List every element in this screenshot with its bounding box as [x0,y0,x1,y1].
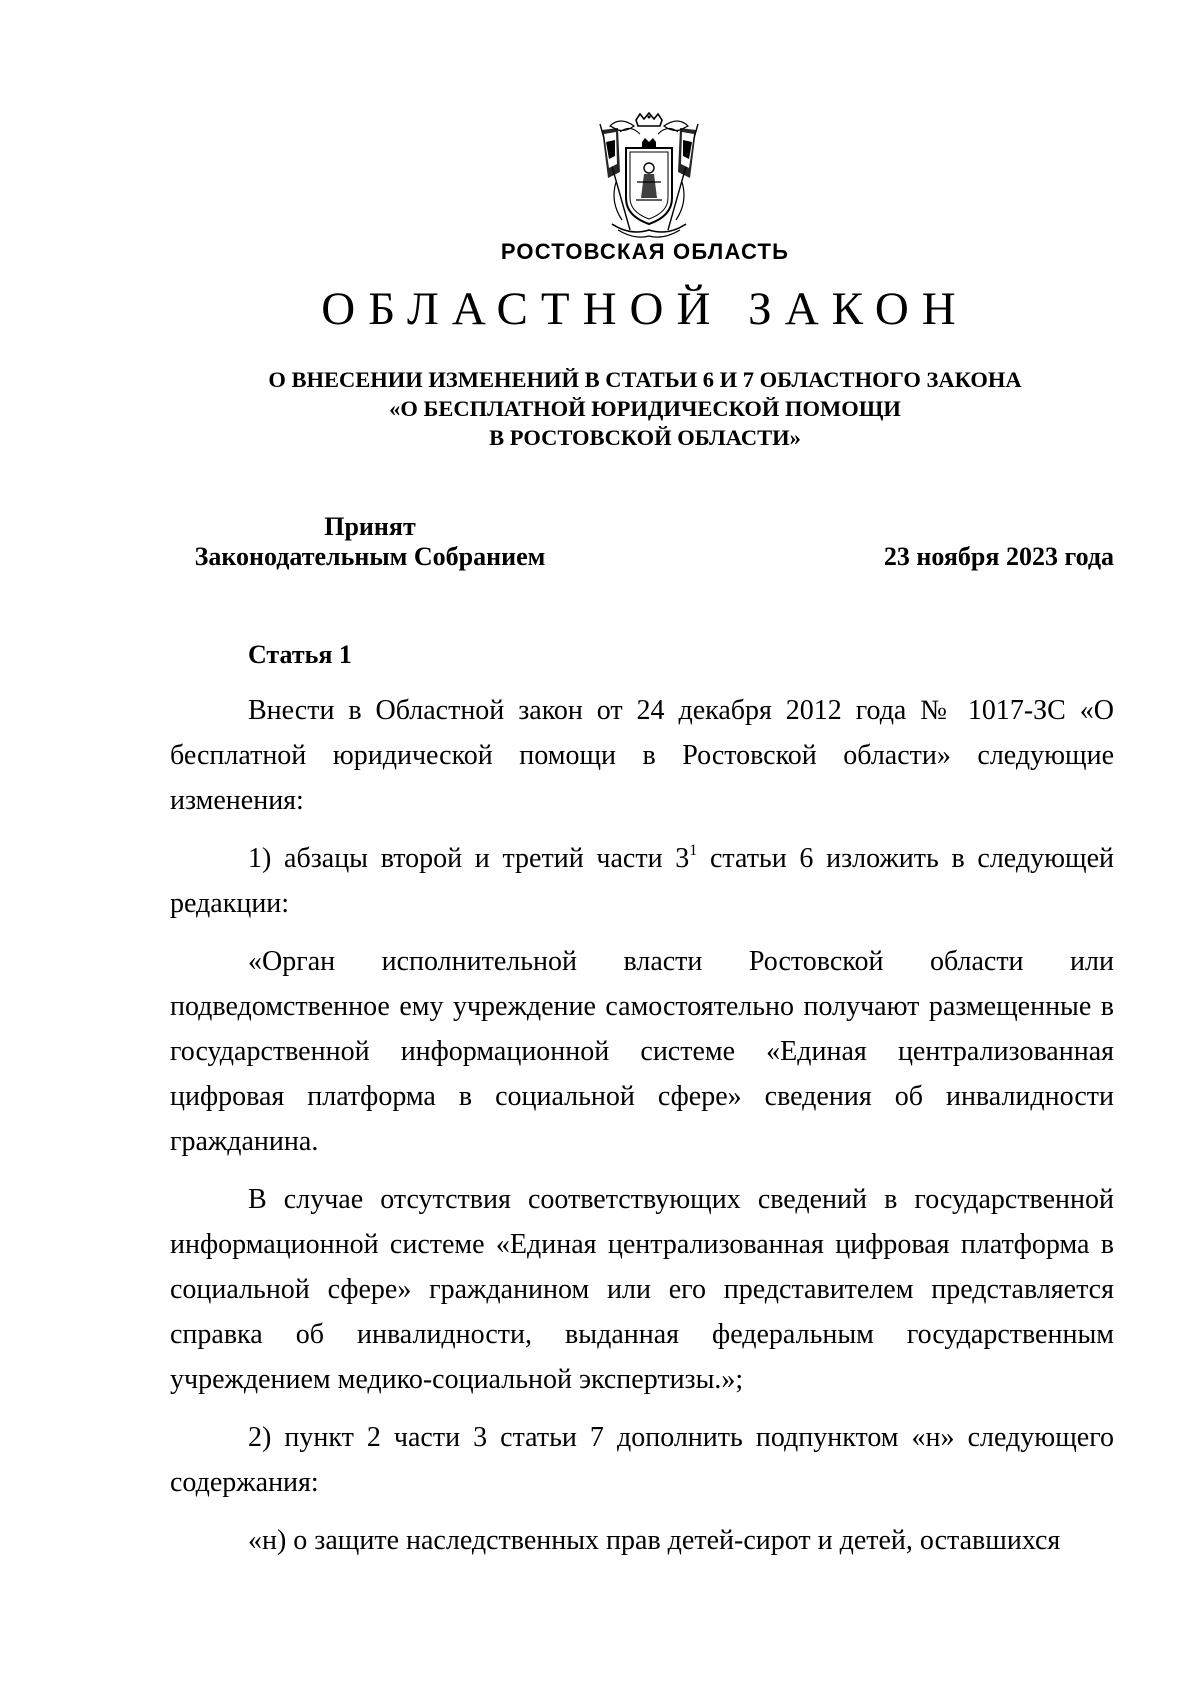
superscript-index: 1 [689,842,698,859]
article-paragraph: Внести в Областной закон от 24 декабря 2012 года № 1017-ЗС «О бесплатной юридической помощи в Ростовской области» следующие изменения: [170,695,1114,816]
paragraph-text: статьи 6 изложить в следующей редакции: [170,843,1115,919]
adoption-body: Законодательным Собранием [194,542,546,571]
law-subject [0,365,1200,452]
article-heading: Статья 1 [248,640,352,669]
rostov-oblast-coat-of-arms-icon [590,112,708,242]
adoption-date: 23 ноября 2023 года [883,542,1114,571]
law-subject-line: «О БЕСПЛАТНОЙ ЮРИДИЧЕСКОЙ ПОМОЩИ [389,396,901,421]
region-name: РОСТОВСКАЯ ОБЛАСТЬ [500,239,790,264]
article-paragraph: 2) пункт 2 части 3 статьи 7 дополнить подпунктом «н» следующего содержания: [170,1422,1114,1498]
article-paragraph: «н) о защите наследственных прав детей-сирот и детей, оставшихся [248,1525,1061,1556]
law-subject-line: О ВНЕСЕНИИ ИЗМЕНЕНИЙ В СТАТЬИ 6 И 7 ОБЛАСТНОГО ЗАКОНА [268,367,1022,392]
law-subject-line: В РОСТОВСКОЙ ОБЛАСТИ» [489,425,801,450]
article-paragraph: «Орган исполнительной власти Ростовской области или подведомственное ему учреждение самостоятельно получают размещенные в государственной информационной системе «Единая централизованная цифровая платформа в социальной сфере» сведения об инвалидности гражданина. [170,946,1114,1157]
article-body [170,688,1114,1563]
adoption-line: Принят [324,512,416,541]
paragraph-text: 1) абзацы второй и третий части 3 [248,843,690,874]
article-paragraph: В случае отсутствия соответствующих сведений в государственной информационной системе «Единая централизованная цифровая платформа в социальной сфере» гражданином или его представителем представляется справка об инвалидности, выданная федеральным государственным учреждением медико-социальной экспертизы.»; [170,1184,1114,1395]
adoption-authority [170,512,570,572]
document-type-title: ОБЛАСТНОЙ ЗАКОН [321,283,969,335]
article-paragraph [170,836,1114,926]
